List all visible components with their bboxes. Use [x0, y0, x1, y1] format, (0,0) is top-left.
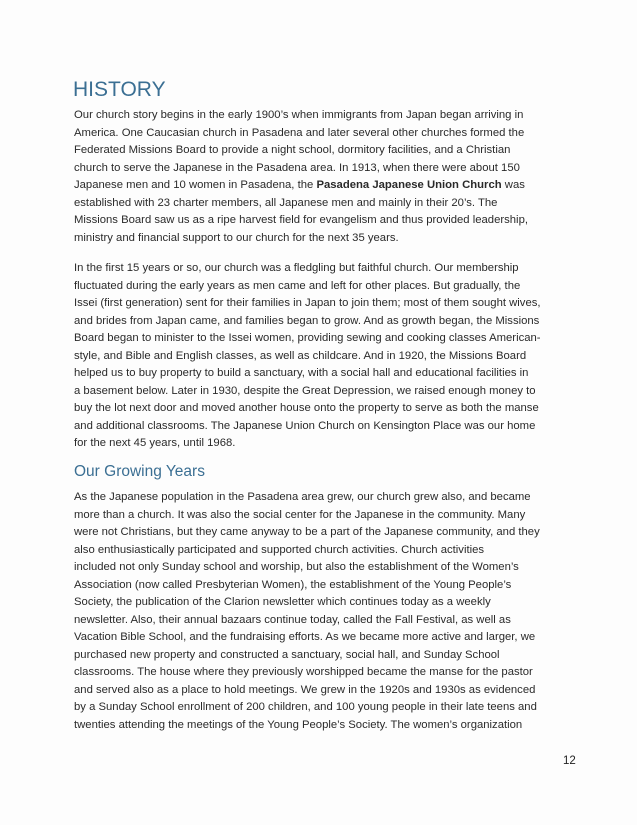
text-line: Missions Board saw us as a ripe harvest field for evangelism and thus provided leadership, — [74, 214, 528, 226]
church-name-bold: Pasadena Japanese Union Church — [316, 179, 502, 191]
text-line: were not Christians, but they came anyway to be a part of the Japanese community, and they — [74, 526, 540, 538]
text-line: classrooms. The house where they previously worshipped became the manse for the pastor — [74, 666, 533, 678]
text-line: fluctuated during the early years as men came and left for other places. But gradually, the — [74, 279, 521, 292]
text-line: Association (now called Presbyterian Women), the establishment of the Young People’s — [74, 578, 512, 591]
text-line: ministry and financial support to our church for the next 35 years. — [74, 231, 399, 244]
text-line: Federated Missions Board to provide a night school, dormitory facilities, and a Christian — [74, 144, 511, 156]
text-line: Our church story begins in the early 1900’s when immigrants from Japan began arriving in — [74, 109, 524, 121]
history-paragraph-1 — [74, 107, 574, 247]
text-line: church to serve the Japanese in the Pasadena area. In 1913, when there were about 150 — [74, 161, 520, 174]
text-line: In the first 15 years or so, our church was a fledgling but faithful church. Our membership — [74, 262, 519, 274]
text-line: and served also as a place to hold meetings. We grew in the 1920s and 1930s as evidenced — [74, 683, 536, 696]
text-line: As the Japanese population in the Pasadena area grew, our church grew also, and became — [74, 491, 531, 503]
text-line: twenties attending the meetings of the Young People’s Society. The women’s organization — [74, 718, 523, 731]
text-line: and additional classrooms. The Japanese Union Church on Kensington Place was our home — [74, 419, 536, 432]
text-line: style, and Bible and English classes, as well as childcare. And in 1920, the Missions Board — [74, 349, 527, 362]
text-line: Issei (first generation) sent for their families in Japan to join them; most of them sought wives, — [74, 297, 541, 309]
text-line: established with 23 charter members, all Japanese men and mainly in their 20’s. The — [74, 196, 498, 209]
text-line: more than a church. It was also the social center for the Japanese in the community. Many — [74, 508, 526, 521]
text-line: also enthusiastically participated and supported church activities. Church activities — [74, 543, 485, 556]
text-line: included not only Sunday school and worship, but also the establishment of the Women’s — [74, 561, 519, 573]
page-number: 12 — [563, 755, 576, 767]
text-line: America. One Caucasian church in Pasadena and later several other churches formed the — [74, 126, 525, 139]
text-line: Vacation Bible School, and the fundraising efforts. As we became more active and larger, we — [74, 631, 536, 643]
text-line: Board began to minister to the Issei women, providing sewing and cooking classes American- — [74, 332, 541, 344]
text-line: newsletter. Also, their annual bazaars continue today, called the Fall Festival, as well as — [74, 613, 511, 626]
text-run: was — [501, 179, 525, 191]
section-heading: Our Growing Years — [74, 463, 205, 480]
text-line: and brides from Japan came, and families began to grow. And as growth began, the Missions — [74, 314, 540, 327]
text-line: Society, the publication of the Clarion newsletter which continues today as a weekly — [74, 596, 491, 608]
text-line — [74, 177, 574, 195]
text-line: by a Sunday School enrollment of 200 children, and 100 young people in their late teens and — [74, 701, 537, 713]
text-line: buy the lot next door and moved another house onto the property to serve as both the manse — [74, 402, 539, 414]
page-title: HISTORY — [73, 78, 166, 101]
text-line: a basement below. Later in 1930, despite the Great Depression, we raised enough money to — [74, 384, 536, 397]
text-run: Japanese men and 10 women in Pasadena, the — [74, 179, 317, 191]
history-paragraph-2 — [74, 260, 574, 453]
text-line: for the next 45 years, until 1968. — [74, 437, 236, 449]
text-line: helped us to buy property to build a sanctuary, with a social hall and educational facilities in — [74, 367, 529, 379]
growing-years-paragraph — [74, 489, 574, 734]
text-line: purchased new property and constructed a sanctuary, social hall, and Sunday School — [74, 648, 500, 661]
